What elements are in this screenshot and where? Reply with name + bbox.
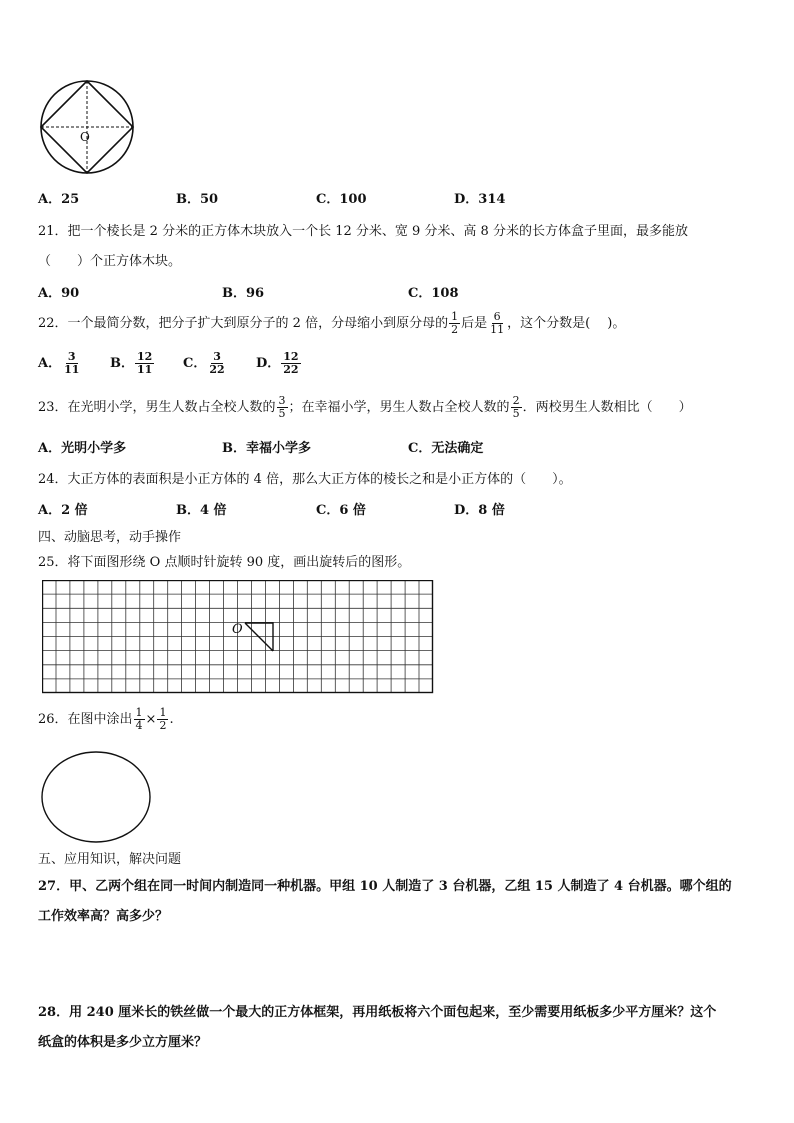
q28-text-line1: 28．用 240 厘米长的铁丝做一个最大的正方体框架，再用纸板将六个面包起来，至少需要用纸板多少平方厘米？这个 (38, 1005, 717, 1020)
q22-option-a: A． $\frac{3}{11}$ (38, 350, 80, 376)
q28-text-line2: 纸盒的体积是多少立方厘米？ (38, 1035, 208, 1050)
fraction: $\frac{1}{2}$ (451, 310, 459, 336)
rotation-grid (42, 580, 434, 694)
q23-option-b: B．幸福小学多 (222, 441, 311, 456)
rotation-point-label: O (232, 622, 243, 637)
fraction: $\frac{1}{4}$ (135, 706, 143, 732)
q24-option-c: C．6 倍 (316, 503, 366, 518)
q22-option-d: D． $\frac{12}{22}$ (256, 350, 299, 376)
q21-option-b: B．96 (222, 286, 265, 301)
q21-text-line2: （ ）个正方体木块。 (38, 254, 182, 269)
q22-question: 22．一个最简分数，把分子扩大到原分子的 2 倍，分母缩小到原分母的 $\frac{1}{2}$ 后是 $\frac{6}{11}$ ，这个分数是( )。 (38, 310, 626, 336)
shading-circle (40, 750, 152, 844)
fraction: $\frac{6}{11}$ (490, 310, 505, 336)
q21-option-c: C．108 (408, 286, 459, 301)
circle-square-figure (38, 80, 138, 174)
q27-text-line1: 27．甲、乙两个组在同一时间内制造同一种机器。甲组 10 人制造了 3 台机器，乙组 15 人制造了 4 台机器。哪个组的 (38, 879, 732, 894)
q24-text: 24．大正方体的表面积是小正方体的 4 倍，那么大正方体的棱长之和是小正方体的（ ）。 (38, 472, 572, 487)
q23-question: 23．在光明小学，男生人数占全校人数的 $\frac{3}{5}$ ；在幸福小学，男生人数占全校人数的 $\frac{2}{5}$ ．两校男生人数相比（ ） (38, 394, 692, 420)
q20-option-d: D．314 (454, 192, 506, 207)
q23-option-a: A．光明小学多 (38, 441, 127, 456)
q20-option-b: B．50 (176, 192, 219, 207)
q21-text-line1: 21．把一个棱长是 2 分米的正方体木块放入一个长 12 分米、宽 9 分米、高 8 分米的长方体盒子里面，最多能放 (38, 224, 688, 239)
q22-option-b: B． $\frac{12}{11}$ (110, 350, 153, 376)
q20-option-c: C．100 (316, 192, 367, 207)
section-heading-4: 四、动脑思考，动手操作 (38, 530, 182, 545)
fraction: $\frac{2}{5}$ (512, 394, 520, 420)
section-heading-5: 五、应用知识，解决问题 (38, 852, 182, 867)
q25-text: 25．将下面图形绕 O 点顺时针旋转 90 度，画出旋转后的图形。 (38, 555, 411, 570)
fraction: $\frac{1}{2}$ (159, 706, 167, 732)
q24-option-b: B．4 倍 (176, 503, 227, 518)
q20-option-a: A．25 (38, 192, 80, 207)
q22-option-c: C． $\frac{3}{22}$ (183, 350, 225, 376)
q27-text-line2: 工作效率高？高多少？ (38, 909, 169, 924)
center-label: O (80, 130, 90, 144)
q24-option-a: A．2 倍 (38, 503, 88, 518)
q24-option-d: D．8 倍 (454, 503, 505, 518)
q26-question: 26．在图中涂出 $\frac{1}{4}$ × $\frac{1}{2}$ . (38, 706, 174, 732)
q21-option-a: A．90 (38, 286, 80, 301)
q23-option-c: C．无法确定 (408, 441, 484, 456)
fraction: $\frac{3}{5}$ (278, 394, 286, 420)
